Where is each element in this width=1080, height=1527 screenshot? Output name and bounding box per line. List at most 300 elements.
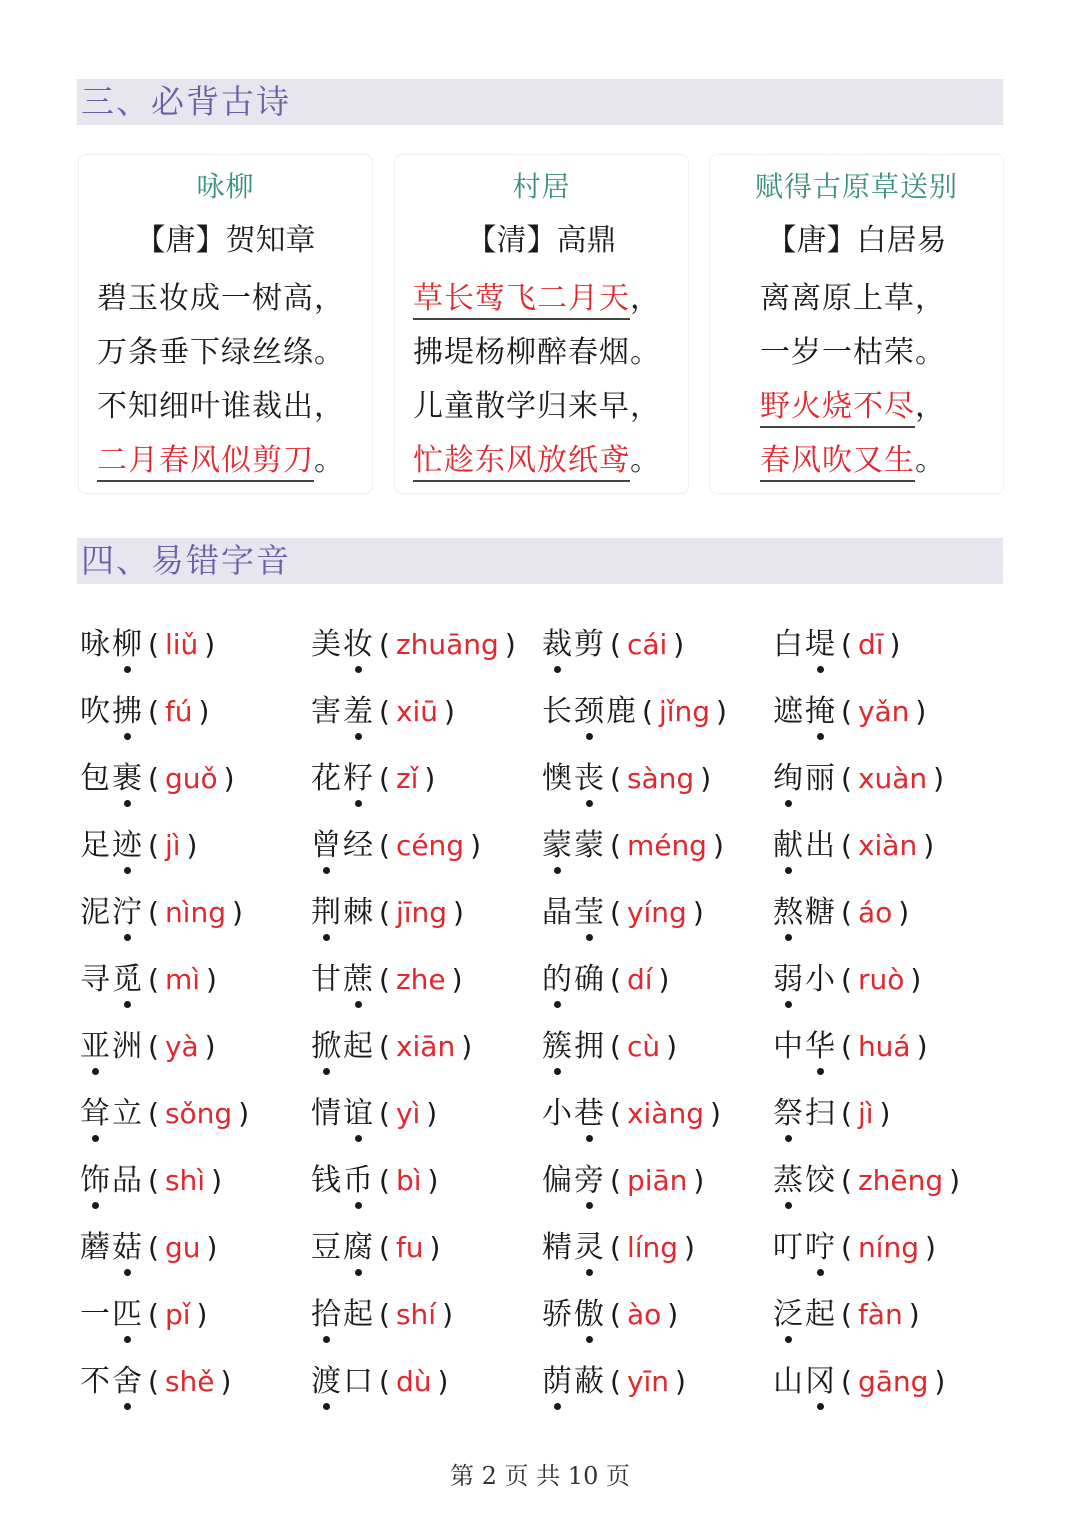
- open-paren: (: [379, 1097, 390, 1130]
- pinyin: fú: [164, 695, 193, 728]
- emphasis-dot: [785, 934, 792, 941]
- word-item: [80, 1357, 235, 1407]
- close-paren: ): [461, 1030, 473, 1063]
- pinyin: ruò: [857, 963, 905, 996]
- word-item: [542, 754, 715, 804]
- word-chars: 懊丧: [542, 761, 606, 796]
- pinyin: cù: [626, 1030, 661, 1063]
- word-item: [773, 620, 904, 670]
- word-item: [311, 1089, 441, 1139]
- poem-title: 赋得古原草送别: [754, 170, 958, 203]
- word-chars: 遮掩: [773, 694, 837, 729]
- open-paren: (: [148, 896, 159, 929]
- page-footer: 第 2 页 共 10 页: [450, 1462, 630, 1490]
- pinyin: níng: [857, 1231, 919, 1264]
- pinyin: zhe: [395, 963, 446, 996]
- word-text: [773, 955, 837, 1005]
- poem-line-punctuation: ，: [915, 281, 946, 316]
- word-chars: 蒸饺: [773, 1163, 837, 1198]
- pinyin: nìng: [164, 896, 226, 929]
- pinyin: yà: [164, 1030, 199, 1063]
- emphasis-dot: [323, 934, 330, 941]
- poem-line-highlighted: [760, 387, 946, 427]
- emphasis-dot: [124, 867, 131, 874]
- emphasis-dot: [92, 1068, 99, 1075]
- emphasis-dot: [323, 867, 330, 874]
- emphasis-dot: [817, 1068, 824, 1075]
- word-chars: 小巷: [542, 1096, 606, 1131]
- word-text: [773, 821, 837, 871]
- word-item: [311, 1223, 444, 1273]
- word-text: [80, 1022, 144, 1072]
- open-paren: (: [148, 963, 159, 996]
- poem-line-text: 拂堤杨柳醉春烟: [413, 335, 630, 370]
- word-text: [311, 821, 375, 871]
- poem-line-text: 碧玉妆成一树高: [97, 281, 314, 316]
- word-text: [311, 687, 375, 737]
- pinyin: huá: [857, 1030, 911, 1063]
- word-text: [311, 1156, 375, 1206]
- word-chars: 叮咛: [773, 1230, 837, 1265]
- pinyin: ào: [626, 1298, 662, 1331]
- emphasis-dot: [785, 1336, 792, 1343]
- word-item: [542, 1357, 690, 1407]
- poem-line-text: 忙趁东风放纸鸢: [413, 443, 630, 482]
- open-paren: (: [379, 963, 390, 996]
- emphasis-dot: [586, 800, 593, 807]
- close-paren: ): [444, 695, 455, 728]
- pinyin: shì: [164, 1164, 206, 1197]
- word-item: [311, 687, 459, 737]
- word-item: [542, 1223, 699, 1273]
- pinyin: jì: [857, 1097, 874, 1130]
- word-item: [542, 1089, 725, 1139]
- word-text: [773, 888, 837, 938]
- pinyin: jīng: [395, 896, 448, 929]
- word-chars: 的确: [542, 962, 606, 997]
- word-chars: 渡口: [311, 1364, 375, 1399]
- poem-line-punctuation: 。: [314, 443, 345, 478]
- poem-line-text: 一岁一枯荣: [760, 335, 915, 370]
- open-paren: (: [841, 1298, 852, 1331]
- emphasis-dot: [785, 1202, 792, 1209]
- close-paren: ): [429, 1231, 441, 1264]
- open-paren: (: [379, 1164, 390, 1197]
- pinyin: zǐ: [395, 762, 419, 795]
- close-paren: ): [204, 628, 216, 661]
- word-chars: 掀起: [311, 1029, 375, 1064]
- word-chars: 祭扫: [773, 1096, 837, 1131]
- emphasis-dot: [554, 666, 561, 673]
- emphasis-dot: [124, 1336, 131, 1343]
- word-chars: 晶莹: [542, 895, 606, 930]
- close-paren: ): [684, 1231, 695, 1264]
- word-item: [311, 1290, 457, 1340]
- poem-line-punctuation: 。: [630, 335, 661, 370]
- close-paren: ): [889, 628, 901, 661]
- pinyin: mì: [164, 963, 200, 996]
- emphasis-dot: [323, 1403, 330, 1410]
- word-chars: 咏柳: [80, 627, 144, 662]
- open-paren: (: [379, 896, 390, 929]
- pinyin: áo: [857, 896, 893, 929]
- word-item: [80, 821, 201, 871]
- word-item: [542, 1156, 708, 1206]
- poem-title: 咏柳: [196, 170, 255, 203]
- poem-author: 【清】高鼎: [466, 223, 617, 258]
- open-paren: (: [379, 762, 390, 795]
- open-paren: (: [841, 1097, 852, 1130]
- section-title: 四、易错字音: [81, 541, 291, 580]
- open-paren: (: [841, 1365, 852, 1398]
- word-text: [311, 1290, 375, 1340]
- word-chars: 吹拂: [80, 694, 144, 729]
- emphasis-dot: [355, 666, 362, 673]
- word-item: [311, 888, 468, 938]
- emphasis-dot: [586, 1135, 593, 1142]
- emphasis-dot: [124, 1403, 131, 1410]
- poem-line-punctuation: ，: [314, 389, 345, 424]
- word-text: [773, 687, 837, 737]
- word-text: [80, 1223, 144, 1273]
- word-chars: 一匹: [80, 1297, 144, 1332]
- emphasis-dot: [785, 1001, 792, 1008]
- word-item: [542, 620, 688, 670]
- pinyin: jì: [164, 829, 181, 862]
- open-paren: (: [610, 1030, 621, 1063]
- pinyin: jǐng: [658, 695, 711, 728]
- close-paren: ): [673, 628, 685, 661]
- emphasis-dot: [323, 1068, 330, 1075]
- word-item: [542, 687, 731, 737]
- close-paren: ): [504, 628, 516, 661]
- open-paren: (: [610, 963, 621, 996]
- word-text: [542, 1156, 606, 1206]
- close-paren: ): [206, 963, 217, 996]
- word-chars: 弱小: [773, 962, 837, 997]
- word-text: [80, 1089, 144, 1139]
- poem-line-text: 野火烧不尽: [760, 389, 915, 428]
- word-text: [80, 620, 144, 670]
- word-chars: 泛起: [773, 1297, 837, 1332]
- word-item: [80, 1223, 221, 1273]
- poem-line: [413, 333, 661, 373]
- open-paren: (: [841, 1164, 852, 1197]
- word-chars: 长颈鹿: [542, 694, 638, 729]
- word-chars: 亚洲: [80, 1029, 144, 1064]
- emphasis-dot: [355, 800, 362, 807]
- emphasis-dot: [586, 1202, 593, 1209]
- word-item: [542, 888, 708, 938]
- word-chars: 蘑菇: [80, 1230, 144, 1265]
- emphasis-dot: [554, 867, 561, 874]
- poem-line-punctuation: ，: [630, 281, 661, 316]
- open-paren: (: [379, 695, 390, 728]
- pinyin: yīn: [626, 1365, 670, 1398]
- open-paren: (: [379, 628, 390, 661]
- open-paren: (: [148, 1030, 159, 1063]
- word-chars: 熬糖: [773, 895, 837, 930]
- poem-line-text: 离离原上草: [760, 281, 915, 316]
- close-paren: ): [238, 1097, 250, 1130]
- emphasis-dot: [785, 867, 792, 874]
- emphasis-dot: [586, 1269, 593, 1276]
- pinyin: líng: [626, 1231, 679, 1264]
- pinyin: shí: [395, 1298, 437, 1331]
- close-paren: ): [186, 829, 198, 862]
- close-paren: ): [692, 896, 704, 929]
- poem-line: [760, 279, 946, 319]
- open-paren: (: [610, 829, 621, 862]
- emphasis-dot: [124, 800, 131, 807]
- open-paren: (: [148, 829, 159, 862]
- emphasis-dot: [785, 800, 792, 807]
- pinyin: gāng: [857, 1365, 929, 1398]
- word-item: [542, 821, 728, 871]
- emphasis-dot: [817, 733, 824, 740]
- poem-card: [709, 154, 1004, 494]
- emphasis-dot: [124, 934, 131, 941]
- word-chars: 钱币: [311, 1163, 375, 1198]
- open-paren: (: [148, 628, 159, 661]
- open-paren: (: [379, 1030, 390, 1063]
- word-item: [542, 1022, 681, 1072]
- close-paren: ): [666, 1030, 678, 1063]
- pinyin: gu: [164, 1231, 201, 1264]
- pinyin: xiān: [395, 1030, 456, 1063]
- pinyin: bì: [395, 1164, 422, 1197]
- word-chars: 骄傲: [542, 1297, 606, 1332]
- emphasis-dot: [124, 1001, 131, 1008]
- open-paren: (: [841, 963, 852, 996]
- word-item: [773, 1357, 949, 1407]
- word-text: [80, 1290, 144, 1340]
- word-item: [773, 955, 925, 1005]
- section-title: 三、必背古诗: [81, 82, 291, 121]
- poem-line-punctuation: ，: [314, 281, 345, 316]
- open-paren: (: [841, 1030, 852, 1063]
- word-chars: 甘蔗: [311, 962, 375, 997]
- word-item: [773, 888, 913, 938]
- open-paren: (: [841, 829, 852, 862]
- word-item: [773, 687, 930, 737]
- poem-line-text: 儿童散学归来早: [413, 389, 630, 424]
- emphasis-dot: [586, 733, 593, 740]
- word-item: [80, 1022, 220, 1072]
- word-item: [80, 1089, 253, 1139]
- word-chars: 绚丽: [773, 761, 837, 796]
- close-paren: ): [923, 829, 935, 862]
- emphasis-dot: [355, 1135, 362, 1142]
- word-chars: 花籽: [311, 761, 375, 796]
- pinyin: xiàng: [626, 1097, 704, 1130]
- pinyin: fu: [395, 1231, 424, 1264]
- word-item: [542, 955, 673, 1005]
- close-paren: ): [712, 829, 724, 862]
- pinyin: zhuāng: [395, 628, 499, 661]
- emphasis-dot: [355, 733, 362, 740]
- word-text: [542, 888, 606, 938]
- emphasis-dot: [586, 934, 593, 941]
- word-item: [311, 620, 520, 670]
- open-paren: (: [841, 896, 852, 929]
- word-text: [80, 687, 144, 737]
- close-paren: ): [675, 1365, 686, 1398]
- open-paren: (: [610, 896, 621, 929]
- word-text: [542, 687, 638, 737]
- word-text: [542, 955, 606, 1005]
- open-paren: (: [379, 829, 390, 862]
- emphasis-dot: [554, 1001, 561, 1008]
- open-paren: (: [148, 762, 159, 795]
- open-paren: (: [379, 1365, 390, 1398]
- open-paren: (: [379, 1298, 390, 1331]
- close-paren: ): [442, 1298, 453, 1331]
- close-paren: ): [231, 896, 243, 929]
- open-paren: (: [610, 1231, 621, 1264]
- poem-line-highlighted: [760, 441, 946, 481]
- poem-line-highlighted: [413, 279, 661, 319]
- word-chars: 中华: [773, 1029, 837, 1064]
- word-chars: 足迹: [80, 828, 144, 863]
- pinyin: shě: [164, 1365, 215, 1398]
- close-paren: ): [910, 963, 922, 996]
- close-paren: ): [908, 1298, 920, 1331]
- word-item: [773, 1223, 940, 1273]
- close-paren: ): [427, 1164, 439, 1197]
- word-item: [311, 1022, 476, 1072]
- word-text: [542, 821, 606, 871]
- emphasis-dot: [92, 1135, 99, 1142]
- word-text: [773, 1223, 837, 1273]
- pinyin: yì: [395, 1097, 421, 1130]
- poem-card: [394, 154, 689, 494]
- word-text: [80, 1156, 144, 1206]
- word-item: [80, 620, 219, 670]
- open-paren: (: [841, 695, 852, 728]
- word-chars: 饰品: [80, 1163, 144, 1198]
- pinyin: méng: [626, 829, 707, 862]
- open-paren: (: [148, 1164, 159, 1197]
- emphasis-dot: [355, 1202, 362, 1209]
- poem-line-punctuation: 。: [915, 335, 946, 370]
- poem-author: 【唐】白居易: [766, 223, 947, 258]
- poem-line-highlighted: [97, 441, 345, 481]
- word-chars: 寻觅: [80, 962, 144, 997]
- word-text: [542, 754, 606, 804]
- word-chars: 美妆: [311, 627, 375, 662]
- close-paren: ): [223, 762, 235, 795]
- pinyin: sàng: [626, 762, 695, 795]
- word-text: [311, 1022, 375, 1072]
- word-chars: 偏旁: [542, 1163, 606, 1198]
- poem-line-punctuation: ，: [630, 389, 661, 424]
- word-item: [80, 888, 247, 938]
- poem-line: [97, 387, 345, 427]
- close-paren: ): [716, 695, 727, 728]
- poem-line-text: 不知细叶谁裁出: [97, 389, 314, 424]
- word-chars: 情谊: [311, 1096, 375, 1131]
- open-paren: (: [841, 628, 852, 661]
- close-paren: ): [198, 695, 210, 728]
- open-paren: (: [148, 1365, 159, 1398]
- word-chars: 包裹: [80, 761, 144, 796]
- word-text: [773, 1357, 837, 1407]
- word-text: [80, 1357, 144, 1407]
- word-item: [80, 955, 221, 1005]
- poem-line-text: 草长莺飞二月天: [413, 281, 630, 320]
- word-item: [773, 1022, 932, 1072]
- word-item: [773, 1156, 964, 1206]
- poem-line-text: 万条垂下绿丝绦: [97, 335, 314, 370]
- close-paren: ): [693, 1164, 705, 1197]
- word-chars: 荆棘: [311, 895, 375, 930]
- open-paren: (: [610, 628, 621, 661]
- word-text: [311, 1223, 375, 1273]
- close-paren: ): [426, 1097, 438, 1130]
- pinyin: yǎn: [857, 695, 910, 728]
- pinyin: yíng: [626, 896, 687, 929]
- word-text: [773, 1156, 837, 1206]
- poem-line: [97, 333, 345, 373]
- word-item: [773, 1290, 924, 1340]
- word-text: [311, 620, 375, 670]
- pinyin: pǐ: [164, 1298, 191, 1331]
- open-paren: (: [841, 762, 852, 795]
- pinyin: guǒ: [164, 762, 218, 795]
- pinyin: xuàn: [857, 762, 928, 795]
- word-item: [80, 754, 239, 804]
- word-item: [311, 754, 439, 804]
- close-paren: ): [898, 896, 910, 929]
- word-text: [311, 1357, 375, 1407]
- emphasis-dot: [586, 1336, 593, 1343]
- word-item: [773, 1089, 894, 1139]
- pinyin: dù: [395, 1365, 432, 1398]
- pinyin: dī: [857, 628, 884, 661]
- poem-line-punctuation: ，: [915, 389, 946, 424]
- close-paren: ): [709, 1097, 721, 1130]
- word-chars: 不舍: [80, 1364, 144, 1399]
- word-item: [311, 821, 485, 871]
- open-paren: (: [841, 1231, 852, 1264]
- poem-line: [97, 279, 345, 319]
- word-chars: 簇拥: [542, 1029, 606, 1064]
- word-chars: 献出: [773, 828, 837, 863]
- word-text: [311, 888, 375, 938]
- word-text: [80, 754, 144, 804]
- section-header-pronunciation: [77, 538, 1003, 584]
- word-item: [773, 821, 938, 871]
- word-chars: 荫蔽: [542, 1364, 606, 1399]
- close-paren: ): [915, 695, 927, 728]
- word-text: [80, 955, 144, 1005]
- close-paren: ): [667, 1298, 679, 1331]
- word-text: [773, 754, 837, 804]
- close-paren: ): [916, 1030, 928, 1063]
- pinyin: céng: [395, 829, 465, 862]
- open-paren: (: [148, 695, 159, 728]
- word-item: [80, 1290, 211, 1340]
- poem-title: 村居: [512, 170, 571, 203]
- word-chars: 泥泞: [80, 895, 144, 930]
- emphasis-dot: [355, 1001, 362, 1008]
- close-paren: ): [924, 1231, 936, 1264]
- word-item: [311, 1357, 452, 1407]
- word-item: [80, 687, 213, 737]
- pinyin: sǒng: [164, 1097, 233, 1130]
- close-paren: ): [700, 762, 712, 795]
